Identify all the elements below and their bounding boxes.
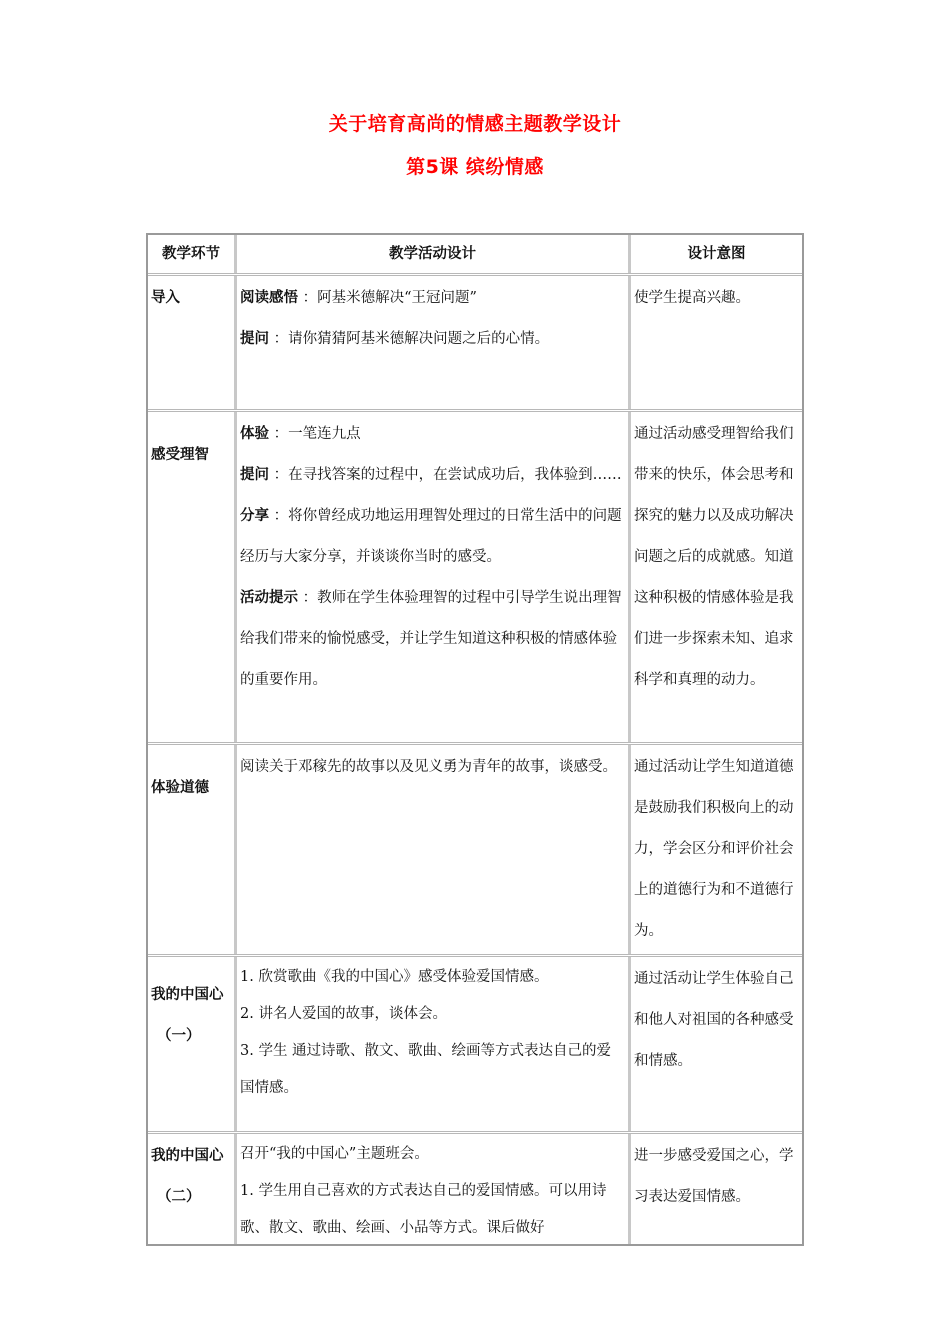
stage-subtitle: （一） — [157, 1028, 201, 1044]
table-row — [148, 412, 802, 745]
stage-cell — [148, 957, 236, 1131]
activity-text: 2. 讲名人爱国的故事，谈体会。 — [240, 1006, 447, 1022]
activity-item — [240, 1033, 625, 1107]
stage-name: 导入 — [151, 290, 180, 306]
activity-text: 召开“我的中国心”主题班会。 — [240, 1146, 429, 1162]
intent-cell: 通过活动让学生体验自己和他人对祖国的各种感受和情感。 — [630, 957, 802, 1131]
activity-label: 体验 — [240, 426, 269, 442]
activity-label: 分享 — [240, 508, 269, 524]
activity-text: ：请你猜猜阿基米德解决问题之后的心情。 — [269, 331, 550, 347]
table-header-row — [148, 235, 802, 276]
activity-item — [240, 1136, 625, 1173]
activity-cell — [236, 1134, 630, 1244]
table-row — [148, 1134, 802, 1244]
intent-cell: 进一步感受爱国之心，学习表达爱国情感。 — [630, 1134, 802, 1244]
header-activity: 教学活动设计 — [236, 235, 630, 273]
stage-cell — [148, 412, 236, 742]
activity-text: 阅读关于邓稼先的故事以及见义勇为青年的故事，谈感受。 — [240, 759, 617, 775]
table-row — [148, 957, 802, 1134]
intent-cell: 使学生提高兴趣。 — [630, 276, 802, 409]
activity-item — [240, 319, 625, 360]
activity-text: ：教师在学生体验理智的过程中引导学生说出理智给我们带来的愉悦感受，并让学生知道这种积极的情感体验的重要作用。 — [240, 590, 622, 688]
activity-label: 阅读感悟 — [240, 290, 298, 306]
header-stage: 教学环节 — [148, 235, 236, 273]
activity-item — [240, 578, 625, 701]
intent-cell: 通过活动让学生知道道德是鼓励我们积极向上的动力，学会区分和评价社会上的道德行为和不道德行为。 — [630, 745, 802, 954]
activity-item — [240, 1173, 625, 1247]
stage-name: 体验道德 — [151, 780, 209, 796]
activity-item — [240, 496, 625, 578]
header-intent: 设计意图 — [630, 235, 802, 273]
stage-cell — [148, 276, 236, 409]
lesson-plan-table — [146, 233, 804, 1246]
activity-cell — [236, 412, 630, 742]
activity-cell — [236, 276, 630, 409]
stage-name: 我的中国心 — [151, 987, 224, 1003]
activity-text: ：在寻找答案的过程中，在尝试成功后，我体验到…… — [269, 467, 622, 483]
activity-item — [240, 747, 625, 788]
activity-label: 提问 — [240, 467, 269, 483]
stage-cell — [148, 1134, 236, 1244]
activity-cell — [236, 957, 630, 1131]
activity-item — [240, 278, 625, 319]
activity-text: ：一笔连九点 — [269, 426, 361, 442]
stage-name: 感受理智 — [151, 447, 209, 463]
activity-text: 3. 学生 通过诗歌、散文、歌曲、绘画等方式表达自己的爱国情感。 — [240, 1043, 612, 1096]
activity-item — [240, 455, 625, 496]
stage-subtitle: （二） — [157, 1189, 201, 1205]
activity-text: ：将你曾经成功地运用理智处理过的日常生活中的问题经历与大家分享，并谈谈你当时的感受。 — [240, 508, 622, 565]
activity-label: 提问 — [240, 331, 269, 347]
document-title: 关于培育高尚的情感主题教学设计 — [328, 113, 622, 135]
activity-text: 1. 欣赏歌曲《我的中国心》感受体验爱国情感。 — [240, 969, 549, 985]
intent-cell: 通过活动感受理智给我们带来的快乐，体会思考和探究的魅力以及成功解决问题之后的成就感。知道这种积极的情感体验是我们进一步探索未知、追求科学和真理的动力。 — [630, 412, 802, 742]
activity-item — [240, 959, 625, 996]
activity-item — [240, 414, 625, 455]
lesson-title: 第5课 缤纷情感 — [406, 156, 544, 178]
activity-cell — [236, 745, 630, 954]
table-row — [148, 276, 802, 412]
activity-text: ：阿基米德解决“王冠问题” — [298, 290, 477, 306]
stage-name: 我的中国心 — [151, 1148, 224, 1164]
activity-item — [240, 996, 625, 1033]
stage-cell — [148, 745, 236, 954]
activity-text: 1. 学生用自己喜欢的方式表达自己的爱国情感。可以用诗歌、散文、歌曲、绘画、小品等方式。课后做好 — [240, 1183, 607, 1236]
table-row — [148, 745, 802, 957]
activity-label: 活动提示 — [240, 590, 298, 606]
